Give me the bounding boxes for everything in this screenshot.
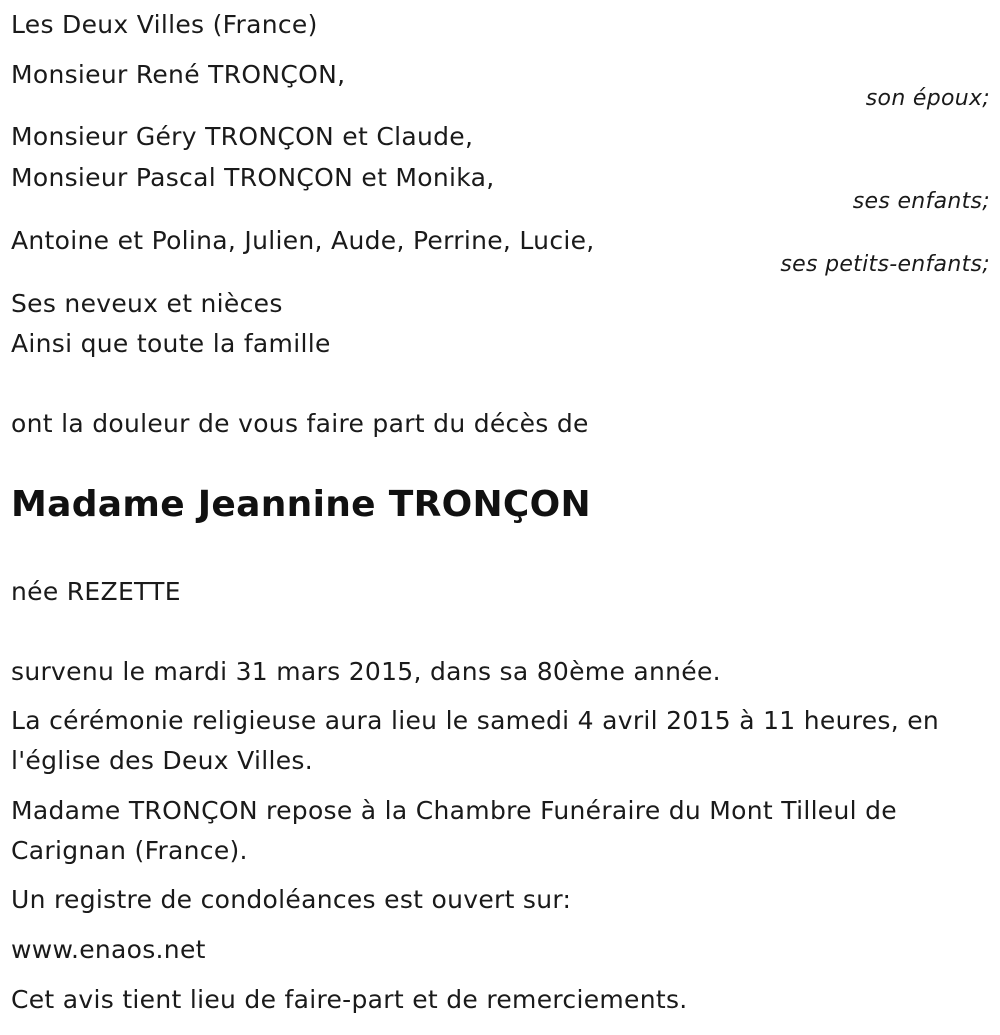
location-text: Les Deux Villes (France) (11, 10, 318, 39)
ceremony-text-line-2: l'église des Deux Villes. (11, 746, 313, 775)
grandchildren-names: Antoine et Polina, Julien, Aude, Perrine, Lucie, (11, 226, 595, 255)
repose-text-line-2: Carignan (France). (11, 836, 248, 865)
child-1-name: Monsieur Géry TRONÇON et Claude, (11, 122, 474, 151)
maiden-name: née REZETTE (11, 577, 181, 606)
children-role: ses enfants; (852, 189, 990, 214)
closing-text: Cet avis tient lieu de faire-part et de remerciements. (11, 985, 688, 1014)
deceased-name: Madame Jeannine TRONÇON (11, 484, 591, 525)
death-date-text: survenu le mardi 31 mars 2015, dans sa 80ème année. (11, 657, 721, 686)
family-text: Ainsi que toute la famille (11, 329, 331, 358)
spouse-role: son époux; (865, 86, 990, 111)
website-link[interactable]: www.enaos.net (11, 935, 206, 964)
registry-text: Un registre de condoléances est ouvert sur: (11, 885, 572, 914)
grandchildren-role: ses petits-enfants; (780, 252, 990, 277)
child-2-name: Monsieur Pascal TRONÇON et Monika, (11, 163, 495, 192)
repose-text-line-1: Madame TRONÇON repose à la Chambre Funéraire du Mont Tilleul de (11, 796, 897, 825)
nephews-text: Ses neveux et nièces (11, 289, 283, 318)
announcement-intro: ont la douleur de vous faire part du décès de (11, 409, 589, 438)
ceremony-text-line-1: La cérémonie religieuse aura lieu le samedi 4 avril 2015 à 11 heures, en (11, 706, 940, 735)
spouse-name: Monsieur René TRONÇON, (11, 60, 346, 89)
